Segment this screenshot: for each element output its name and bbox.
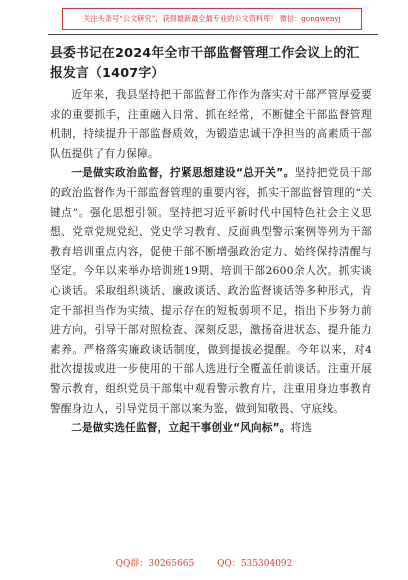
intro-paragraph: 近年来，我县坚持把干部监督工作作为落实对干部严管厚爱要求的重要抓手，注重融入日常、抓在经常，不断健全干部监督管理机制，持续提升干部监督质效，为锻造忠诚干净担当的高素质干部队伍提供了有力保障。 [50, 89, 372, 160]
section-1-text: 坚持把党员干部的政治监督作为干部监督管理的重要内容，抓实干部监督管理的“关键点”。强化思想引领。坚持把习近平新时代中国特色社会主义思想、党章党规党纪、党史学习教育、反面典型警示案例等列为干部教育培训重点内容，促使干部不断增强政治定力、始终保持清醒与坚定。今年以来举办培训班19期、培训干部2600余人次。抓实谈心谈话。采取组织谈话、廉政谈话、政治监督谈话等多种形式，肯定干部担当作为实绩、提示存在的短板弱项不足，指出下步努力前进方向，引导干部对照检查、深刻反思，激扬奋进状态、提升能力素养。严格落实廉政谈话制度，做到提拔必提醒。今年以来，对4批次提拔或进一步使用的干部人选进行全覆盖任前谈话。注重开展警示教育，组织党员干部集中观看警示教育片，注重用身边事教育警醒身边人，引导党员干部以案为鉴，做到知敬畏、守底线。 [50, 167, 372, 415]
section-2-heading: 二是做实选任监督，立起干事创业“风向标”。 [71, 422, 291, 435]
document-body [50, 44, 372, 439]
footer-qq-group: QQ群：30265665 [115, 559, 195, 569]
document-title: 县委书记在2024年全市干部监督管理工作会议上的汇报发言（1407字） [50, 46, 360, 81]
section-2-text: 将选 [290, 422, 313, 435]
footer-contact [0, 556, 408, 569]
header-divider [48, 34, 378, 35]
footer-qq: QQ：535304092 [217, 559, 293, 569]
section-1-paragraph [50, 164, 372, 419]
section-2-paragraph [50, 419, 372, 439]
header-banner: 关注头条号“公文研究”，获得最新最全最专业的公文资料库！ 微信：gongwenyj [62, 8, 362, 30]
section-1-heading: 一是做实政治监督，拧紧思想建设“总开关”。 [71, 167, 295, 180]
